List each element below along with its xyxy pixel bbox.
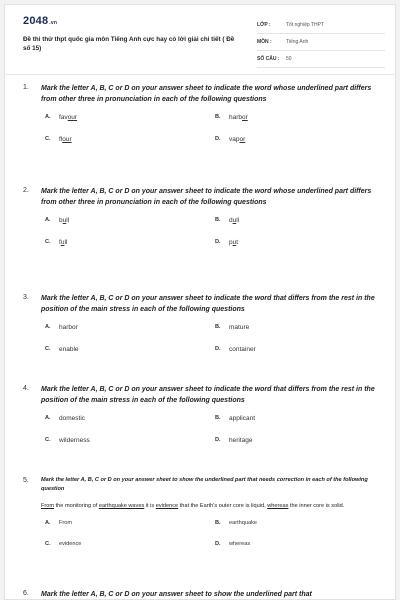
question-3 (23, 293, 381, 353)
option-c[interactable] (45, 437, 215, 444)
option-c[interactable] (45, 541, 215, 547)
option-letter: D. (215, 345, 221, 352)
option-letter: B. (215, 113, 221, 120)
option-letter: C. (45, 135, 51, 142)
meta-value: Tiếng Anh (286, 39, 309, 45)
option-c[interactable] (45, 136, 215, 143)
meta-row-class (257, 17, 385, 34)
option-letter: D. (215, 238, 221, 245)
option-text: earthquake (229, 520, 257, 527)
option-b[interactable] (215, 324, 385, 331)
meta-row-count (257, 51, 385, 68)
option-text: harbor (59, 323, 78, 331)
question-passage: From the monitoring of earthquake waves it is evidence that the Earth's outer core is liquid, whereas the inner core is solid. (41, 503, 345, 510)
option-b[interactable] (215, 415, 385, 422)
document-header (5, 5, 395, 75)
meta-value: 50 (286, 56, 292, 62)
option-a[interactable] (45, 324, 215, 331)
question-1 (23, 83, 381, 143)
meta-key: MÔN : (257, 39, 272, 45)
question-stem: Mark the letter A, B, C or D on your answer sheet to show the underlined part that (41, 591, 312, 598)
question-number: 4. (23, 385, 29, 392)
option-letter: D. (215, 541, 221, 548)
question-stem: Mark the letter A, B, C or D on your answer sheet to indicate the word that differs from the rest in the position of the main stress in each of the following questions (41, 295, 375, 314)
option-text: domestic (59, 414, 86, 422)
document-page (4, 4, 396, 600)
site-logo[interactable] (23, 15, 57, 27)
option-text: bull (59, 216, 70, 224)
option-text: heritage (229, 436, 253, 444)
option-letter: C. (45, 541, 51, 548)
option-c[interactable] (45, 346, 215, 353)
option-text: wilderness (59, 436, 90, 444)
option-b[interactable] (215, 114, 385, 121)
meta-key: SỐ CÂU : (257, 56, 280, 62)
option-text: flour (59, 135, 72, 143)
option-d[interactable] (215, 541, 385, 547)
answer-options (45, 217, 381, 246)
underlined-part-b: earthquake waves (98, 503, 145, 510)
question-6 (23, 589, 381, 600)
question-2 (23, 186, 381, 246)
option-letter: B. (215, 216, 221, 223)
meta-row-subject (257, 34, 385, 51)
question-stem: Mark the letter A, B, C or D on your answer sheet to indicate the word whose underlined part differs from other three in pronunciation in each of the following questions (41, 85, 372, 104)
question-stem: Mark the letter A, B, C or D on your answer sheet to indicate the word that differs from the rest in the position of the main stress in each of the following questions (41, 386, 375, 405)
option-letter: D. (215, 436, 221, 443)
question-number: 3. (23, 294, 29, 301)
option-text: put (229, 238, 239, 246)
option-letter: A. (45, 414, 51, 421)
meta-key: LỚP : (257, 22, 271, 28)
option-text: container (229, 345, 256, 353)
option-letter: C. (45, 238, 51, 245)
question-number: 2. (23, 187, 29, 194)
option-text: evidence (59, 541, 82, 548)
option-letter: A. (45, 216, 51, 223)
meta-value: Tốt nghiệp THPT (286, 22, 324, 28)
question-5 (23, 476, 381, 547)
option-letter: A. (45, 113, 51, 120)
underlined-part-c: evidence (155, 503, 179, 510)
option-a[interactable] (45, 415, 215, 422)
answer-options (45, 415, 381, 444)
option-text: harbor (229, 113, 248, 121)
option-text: applicant (229, 414, 256, 422)
option-a[interactable] (45, 520, 215, 526)
option-b[interactable] (215, 520, 385, 526)
question-stem: Mark the letter A, B, C or D on your answer sheet to show the underlined part that needs correction in each of the following question (41, 477, 368, 493)
option-a[interactable] (45, 217, 215, 224)
option-b[interactable] (215, 217, 385, 224)
option-text: From (59, 520, 73, 527)
option-text: vapor (229, 135, 246, 143)
option-d[interactable] (215, 239, 385, 246)
question-number: 6. (23, 590, 29, 597)
option-text: full (59, 238, 68, 246)
underlined-part-a: From (41, 503, 55, 510)
option-text: mature (229, 323, 250, 331)
option-text: enable (59, 345, 79, 353)
option-text: dull (229, 216, 240, 224)
option-d[interactable] (215, 437, 385, 444)
question-number: 1. (23, 84, 29, 91)
option-letter: A. (45, 520, 51, 527)
option-letter: B. (215, 323, 221, 330)
option-d[interactable] (215, 346, 385, 353)
option-a[interactable] (45, 114, 215, 121)
option-letter: C. (45, 345, 51, 352)
option-text: whereas (229, 541, 251, 548)
document-meta (257, 17, 385, 68)
option-text: favour (59, 113, 78, 121)
underlined-part-d: whereas (267, 503, 289, 510)
option-letter: C. (45, 436, 51, 443)
question-4 (23, 384, 381, 444)
answer-options (45, 114, 381, 143)
option-d[interactable] (215, 136, 385, 143)
document-title: Đề thi thử thpt quốc gia môn Tiếng Anh cực hay có lời giải chi tiết ( Đề số 15) (23, 36, 235, 53)
question-number: 5. (23, 477, 29, 484)
answer-options (45, 520, 381, 547)
option-letter: B. (215, 520, 221, 527)
logo-suffix: .vn (49, 20, 58, 26)
option-letter: B. (215, 414, 221, 421)
logo-text: 2048 (23, 15, 49, 27)
question-stem: Mark the letter A, B, C or D on your answer sheet to indicate the word whose underlined part differs from other three in pronunciation in each of the following questions (41, 188, 372, 207)
option-c[interactable] (45, 239, 215, 246)
option-letter: D. (215, 135, 221, 142)
answer-options (45, 324, 381, 353)
option-letter: A. (45, 323, 51, 330)
